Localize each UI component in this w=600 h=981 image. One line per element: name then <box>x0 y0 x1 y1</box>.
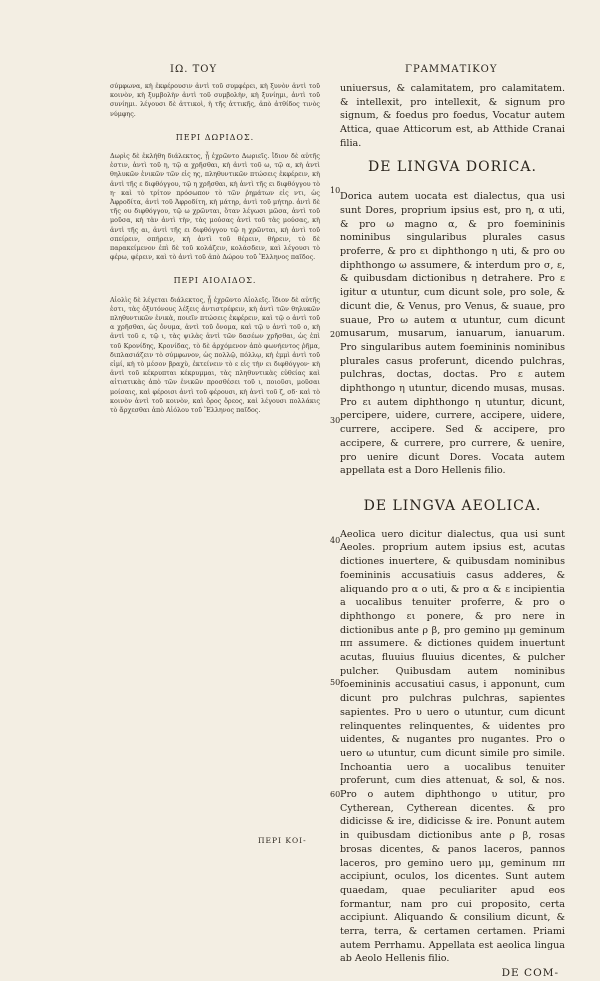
latin-column <box>340 82 565 981</box>
greek-catchword: ΠΕΡΙ ΚΟΙ- <box>258 836 307 845</box>
line-number: 20 <box>330 330 341 339</box>
latin-heading-doric: DE LINGVA DORICA. <box>368 158 537 175</box>
greek-heading-aeolic: ΠΕΡΙ ΑΙΟΛΙΔΟΣ. <box>173 276 257 286</box>
greek-intro-paragraph: σύμφωνα, κὴ ἐκφέρουσιν ἀντὶ τοῦ συμφέρει, κὴ ξυνὸν ἀντὶ τοῦ κοινὸν, κὴ ξυμβολὴν ἀντὶ τοῦ συμβολὴν, κὴ ξυνίημι, ἀντὶ τοῦ συνίημι. λέγουσι δὲ ἀττικοὶ, ἡ τῆς ἀττικῆς, ἀπὸ ἀτθίδος τινὸς νύμφης. <box>110 82 320 118</box>
latin-doric-paragraph: Dorica autem uocata est dialectus, qua usi sunt Dores, proprium ipsius est, pro η, α uti, & pro ω magno α, & pro foemininis nominibus singularibus plurales casus proferre, & pro ει diphthongo η uti, & pro ου diphthongo ω assumere, & interdum pro σ, ε, & quibusdam dictionibus η detrahere. Pro ε igitur α utuntur, cum dicunt sole, pro sole, & dicunt die, & Venus, pro Venus, & suaue, pro suaue, Pro ω autem α utuntur, cum dicunt musarum, musarum, ianuarum, ianuarum. Pro singularibus autem foemininis nominibus plurales casus proferunt, dicendo pulchras, pulchras, doctas, doctas. Pro ε autem diphthongo η utuntur, dicendo musas, musas. Pro ει autem diphthongo η utuntur, dicunt, percipere, uidere, currere, accipere, uidere, currere, accipere. Sed & accipere, pro accipere, & currere, pro currere, & uenire, pro uenire dicunt Dores. Vocata autem appellata est a Doro Hellenis filio. <box>340 191 565 477</box>
line-number: 10 <box>330 186 341 195</box>
greek-aeolic-paragraph: Αἰολὶς δὲ λέγεται διάλεκτος, ᾗ ἐχρῶντο Αἰολεῖς. ἴδιον δὲ αὐτῆς ἐστι, τὰς ὀξυτόνους λέξεις ἀντιστρέφειν, κὴ ἀντὶ τῶν θηλυκῶν πληθυντικῶν ἐνικὰ, ποιεῖν πτώσεις ἐκφέρειν, καὶ τῷ ο ἀντὶ τοῦ α χρῆσθαι, ὡς ὄνυμα, ἀντὶ τοῦ ὄνομα, καὶ τῷ υ ἀντὶ τοῦ ο, κὴ ἀντὶ τοῦ ε, τῷ ι, τὰς ψιλὰς ἀντὶ τῶν δασέων χρῆσθαι, ὡς ἐπὶ τοῦ Κρονίδης, Κρονίδας, τὸ δὲ ἀρχόμενον ἀπὸ φωνήεντος ῥῆμα, διπλασιάζειν τὸ σύμφωνον, ὡς πολλῷ, πόλλῳ, κὴ ἐμμὶ ἀντὶ τοῦ εἰμί, κὴ τὸ μέσον βραχὺ, ἐκτείνειν τὸ ε εἰς τὴν ει διφθόγγον· κὴ ἀντὶ τοῦ κέκρυπται κέκρυμμαι, τὰς πληθυντικὰς εὐθείας καὶ αἰτιατικὰς ἀπὸ τῶν ἑνικῶν προσθέσει τοῦ ι, ποιοῦσι, μοῦσαι μοίσαις, καὶ φέροισι ἀντὶ τοῦ φέρουσι, κὴ ἀντὶ τοῦ ζ, σδ· καὶ τὸ κοινὸν ἀντὶ τοῦ κοινὸν, καὶ ὄρος ὄρεος, καὶ λέγουσι πολλάκις τὸ ἄρχεσθαι ἀπὸ Αἰόλου τοῦ Ἕλληνος παῖδος. <box>110 295 320 415</box>
line-number: 50 <box>330 678 341 687</box>
greek-column <box>110 82 320 415</box>
greek-doric-paragraph: Δωρὶς δὲ ἐκλήθη διάλεκτος, ᾗ ἐχρῶντο Δωριεῖς. ἴδιον δὲ αὐτῆς ἐστιν, ἀντὶ τοῦ η, τῷ α χρῆσθαι, κὴ ἀντὶ τοῦ ω, τῷ α, κὴ ἀντὶ θηλυκῶν ἑνικῶν τῶν εἰς ης, πληθυντικῶν πτώσεις ἐκφέρειν, κὴ ἀντὶ τῆς ε διφθόγγου, τῷ η χρῆσθαι, κὴ ἀντὶ τῆς ει διφθόγγου τὸ η· καὶ τὸ τρίτον πρόσωπον τὸ τῶν ῥημάτων εἰς ντι, ὡς Ἀφροδίτα, ἀντὶ τοῦ Ἀφροδίτη, κὴ μάτηρ, ἀντὶ τοῦ μήτηρ. ἀντὶ δὲ τῆς ου διφθόγγου, τῷ ω χρῶνται, ὅταν λέγωσι μῶσα, ἀντὶ τοῦ μοῦσα, κὴ τὰν ἀντὶ τὴν, τὰς μούσας ἀντὶ τοῦ τὰς μούσας, κὴ ἀντὶ τῆς αι, ἀντὶ τῆς ει διφθόγγου τῷ η χρῶνται, κὴ ἀντὶ τοῦ σπείρειν, σπήρειν, κὴ ἀντὶ τοῦ θέρειν, θήρειν, τὸ δὲ παρακείμενον ἐπὶ δὲ τοῦ κολάζειν, κολάσδειν, καὶ λέγουσι τὸ φέρω, φέρειν, καὶ τὸ ἀντὶ τοῦ ἀπὸ Δώρου τοῦ Ἕλληνος παῖδος. <box>110 152 320 262</box>
running-head-left: ΙΩ. ΤΟΥ <box>170 64 218 75</box>
line-number: 30 <box>330 416 341 425</box>
running-head-right: ΓΡΑΜΜΑΤΙΚΟΥ <box>405 64 498 75</box>
latin-heading-aeolic: DE LINGVA AEOLICA. <box>363 497 542 514</box>
latin-intro-paragraph: uniuersus, & calamitatem, pro calamitatem. & intellexit, pro intellexit, & signum pro signum, & foedus pro foedus, Vocatur autem Attica, quae Atticorum est, ab Atthide Cranai filia. <box>340 83 565 149</box>
line-number: 60 <box>330 790 341 799</box>
greek-heading-doric: ΠΕΡΙ ΔΩΡΙΔΟΣ. <box>175 132 255 142</box>
line-number: 40 <box>330 536 341 545</box>
latin-aeolic-paragraph: Aeolica uero dicitur dialectus, qua usi sunt Aeoles. proprium autem ipsius est, acutas dictiones inuertere, & quibusdam nominibus foemininis accusatiuis casus adderes, & aliquando pro α ο uti, & pro α & ε incipientia a uocalibus tenuiter proferre, & pro ο diphthongo ει ponere, & pro nere in dictionibus ante ρ β, pro gemino μμ geminum ππ assumere. & dictiones quidem inuertunt acutas, fluuius fluuius dicentes, & pulcher pulcher. Quibusdam autem nominibus foemininis accusatiui casus, i apponunt, cum dicunt pro pulchras pulchras, sapientes sapientes. Pro υ uero ο utuntur, cum dicunt relinquentes relinquentes, & uidentes pro uidentes, & nugantes pro nugantes. Pro ο uero ω utuntur, cum dicunt simile pro simile. Inchoantia uero a uocalibus tenuiter proferunt, cum dies attenuat, & sol, & nos. Pro ο autem diphthongo υ utitur, pro Cytherean, Cytherean dicentes. & pro didicisse & ire, didicisse & ire. Ponunt autem in quibusdam dictionibus ante ρ β, rosas brosas dicentes, & panos laceros, pannos laceros, pro gemino uero μμ, geminum ππ accipiunt, oculos, los dicentes. Sunt autem quaedam, quae peculiariter apud eos formantur, nam pro cui proposito, certa accipiunt. Aliquando & consilium dicunt, & terra, terra, & certamen certamen. Priami autem Perrhamu. Appellata est aeolica lingua ab Aeolo Hellenis filio. <box>340 528 565 965</box>
latin-catchword: DE COM- <box>501 967 559 980</box>
